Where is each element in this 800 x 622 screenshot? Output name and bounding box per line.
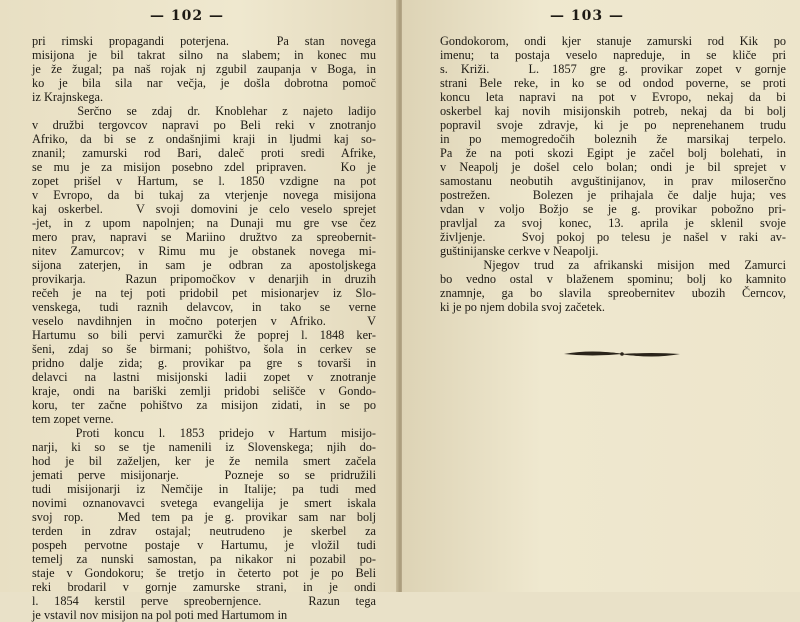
text-line: Pa že na poti skozi Egipt je začel bolj bolehati, in	[440, 146, 786, 160]
text-line: zopet prišel v Hartum, se l. 1850 vzdigne na pot	[32, 174, 376, 188]
text-line: koru, ter začne pohištvo za misijon zidati, in se po	[32, 398, 376, 412]
text-line: Gondokorom, ondi kjer stanuje zamurski rod Kik po	[440, 34, 786, 48]
text-line: se mu je za misijon posebno zdel pripraven. Ko je	[32, 160, 376, 174]
page-number-header: — 103 —	[550, 8, 624, 24]
text-line: misijona je bil takrat silno na slabem; in konec mu	[32, 48, 376, 62]
text-line: oskerbel kaj novih misijonskih potreb, nekaj da bi bolj	[440, 104, 786, 118]
text-line: bo vedno ostal v blaženem spominu; bolj ko kamnito	[440, 272, 786, 286]
text-line: v družbi tergovcov napravi po Beli reki v znotranjo	[32, 118, 376, 132]
text-line: narji, ki so se tje namenili iz Slovenskega; njih do-	[32, 440, 376, 454]
text-line: Hartumu so bili pervi zamurčki že poprej l. 1848 ker-	[32, 328, 376, 342]
text-line: je vstavil nov misijon na pol poti med Hartumom in	[32, 608, 288, 622]
text-line: guštinijanske cerkve v Neapolji.	[440, 244, 599, 258]
text-line: Serčno se zdaj dr. Knoblehar z najeto ladijo	[32, 104, 376, 118]
text-line: Afriko, da bi se z ondašnjimi kraji in ljudmi kaj so-	[32, 132, 376, 146]
text-line: nitev Zamurcov; v Rimu mu je obstanek novega mi-	[32, 244, 376, 258]
text-line: pravljal za svoj konec, 13. aprila je sklenil svoje	[440, 216, 786, 230]
text-line: mero prav, napravi se Mariino družtvo za spreobernit-	[32, 230, 376, 244]
text-line: pri rimski propagandi poterjena. Pa stan novega	[32, 34, 376, 48]
text-line: ko je bila sila nar večja, je došla dobrotna pomoč	[32, 76, 376, 90]
text-line: kaj oskerbel. V svoji domovini je celo veselo sprejet	[32, 202, 376, 216]
text-line: rečeh je na tej poti pridobil pet misionarjev iz Slo-	[32, 286, 376, 300]
text-line: staje v Gondokoru; še tretjo in četerto pot je po Beli	[32, 566, 376, 580]
text-line: pridno dalje zida; g. provikar pa gre s tovarši in	[32, 356, 376, 370]
text-line: samostanu neobutih avguštinijanov, in prav miloserčno	[440, 174, 786, 188]
text-line: venskega, tudi raznih delavcov, in tako se verne	[32, 300, 376, 314]
text-line: strani Bele reke, in ko se od ondod poverne, se proti	[440, 76, 786, 90]
page-body-text	[32, 34, 376, 622]
text-line: v Neapolj je došel celo bolan; ondi je bil sprejet v	[440, 160, 786, 174]
text-line: v Evropo, da bi tukaj za vterjenje novega misijona	[32, 188, 376, 202]
page-number-header: — 102 —	[150, 8, 224, 24]
text-line: novimi oznanovavci svetega evangelija je smert iskala	[32, 496, 376, 510]
text-line: reki brodaril v gornje zamurske strani, in je ondi	[32, 580, 376, 594]
text-line: kraje, ondi na bariški zemlji pridobi selišče v Gondo-	[32, 384, 376, 398]
text-line: Njegov trud za afrikanski misijon med Zamurci	[440, 258, 786, 272]
text-line: terden in zdrav ostajal; neutrudeno je skerbel za	[32, 524, 376, 538]
text-line: s. Križi. L. 1857 gre g. provikar zopet v gornje	[440, 62, 786, 76]
text-line: l. 1854 kerstil perve spreobernjence. Razun tega	[32, 594, 376, 608]
text-line: veselo navdihnjen in močno poterjen v Afriko. V	[32, 314, 376, 328]
text-line: znanil; zamurski rod Bari, daleč proti sredi Afrike,	[32, 146, 376, 160]
text-line: hod je bil zaželjen, ker je že nemila smert začela	[32, 454, 376, 468]
left-page	[0, 0, 398, 622]
text-line: popravil svoje zdravje, ki je po neprenehanem trudu	[440, 118, 786, 132]
text-line: tudi misijonarji iz Nemčije in Italije; pa tudi med	[32, 482, 376, 496]
text-line: ki je po njem dobila svoj začetek.	[440, 300, 605, 314]
text-line: sijona zaterjen, in sam je odbran za apostoljskega	[32, 258, 376, 272]
text-line: šeni, zdaj so še birmani; pohištvo, šola in cerkev se	[32, 342, 376, 356]
text-line: življenje. Svoj pokoj po telesu je našel v raki av-	[440, 230, 786, 244]
text-line: svoj rop. Med tem pa je g. provikar sam nar bolj	[32, 510, 376, 524]
end-ornament-icon	[562, 348, 682, 360]
text-line: provikarja. Razun pripomočkov v denarjih in druzih	[32, 272, 376, 286]
page-body-text	[440, 34, 786, 314]
text-line: znamnje, ga bo slavila spreobernitev ubozih Černcov,	[440, 286, 786, 300]
text-line: iz Krajnskega.	[32, 90, 104, 104]
text-line: temelj za nunski samostan, pa nikakor ni pozabil po-	[32, 552, 376, 566]
text-line: koncu leta napravi na pot v Evropo, nekaj da bi	[440, 90, 786, 104]
text-line: pospeh pervotne postaje v Hartumu, je vložil tudi	[32, 538, 376, 552]
text-line: tem zopet verne.	[32, 412, 114, 426]
text-line: postrežen. Bolezen je prihajala če dalje huja; ves	[440, 188, 786, 202]
right-page	[402, 0, 800, 592]
text-line: Proti koncu l. 1853 pridejo v Hartum misijo-	[32, 426, 376, 440]
text-line: vdan v voljo Božjo se je g. provikar pobožno pri-	[440, 202, 786, 216]
text-line: in po memogredočih boleznih že marsikaj terpelo.	[440, 132, 786, 146]
text-line: delavci na lastni misijonski ladii zopet v znotranje	[32, 370, 376, 384]
text-line: imenu; ta postaja veselo napreduje, in se kliče pri	[440, 48, 786, 62]
text-line: jemati perve misijonarje. Pozneje so se pridružili	[32, 468, 376, 482]
text-line: -jet, in z upom napolnjen; na Dunaji mu gre vse čez	[32, 216, 376, 230]
text-line: je že žugal; pa naš rojak nj zgubil zaupanja v Boga, in	[32, 62, 376, 76]
